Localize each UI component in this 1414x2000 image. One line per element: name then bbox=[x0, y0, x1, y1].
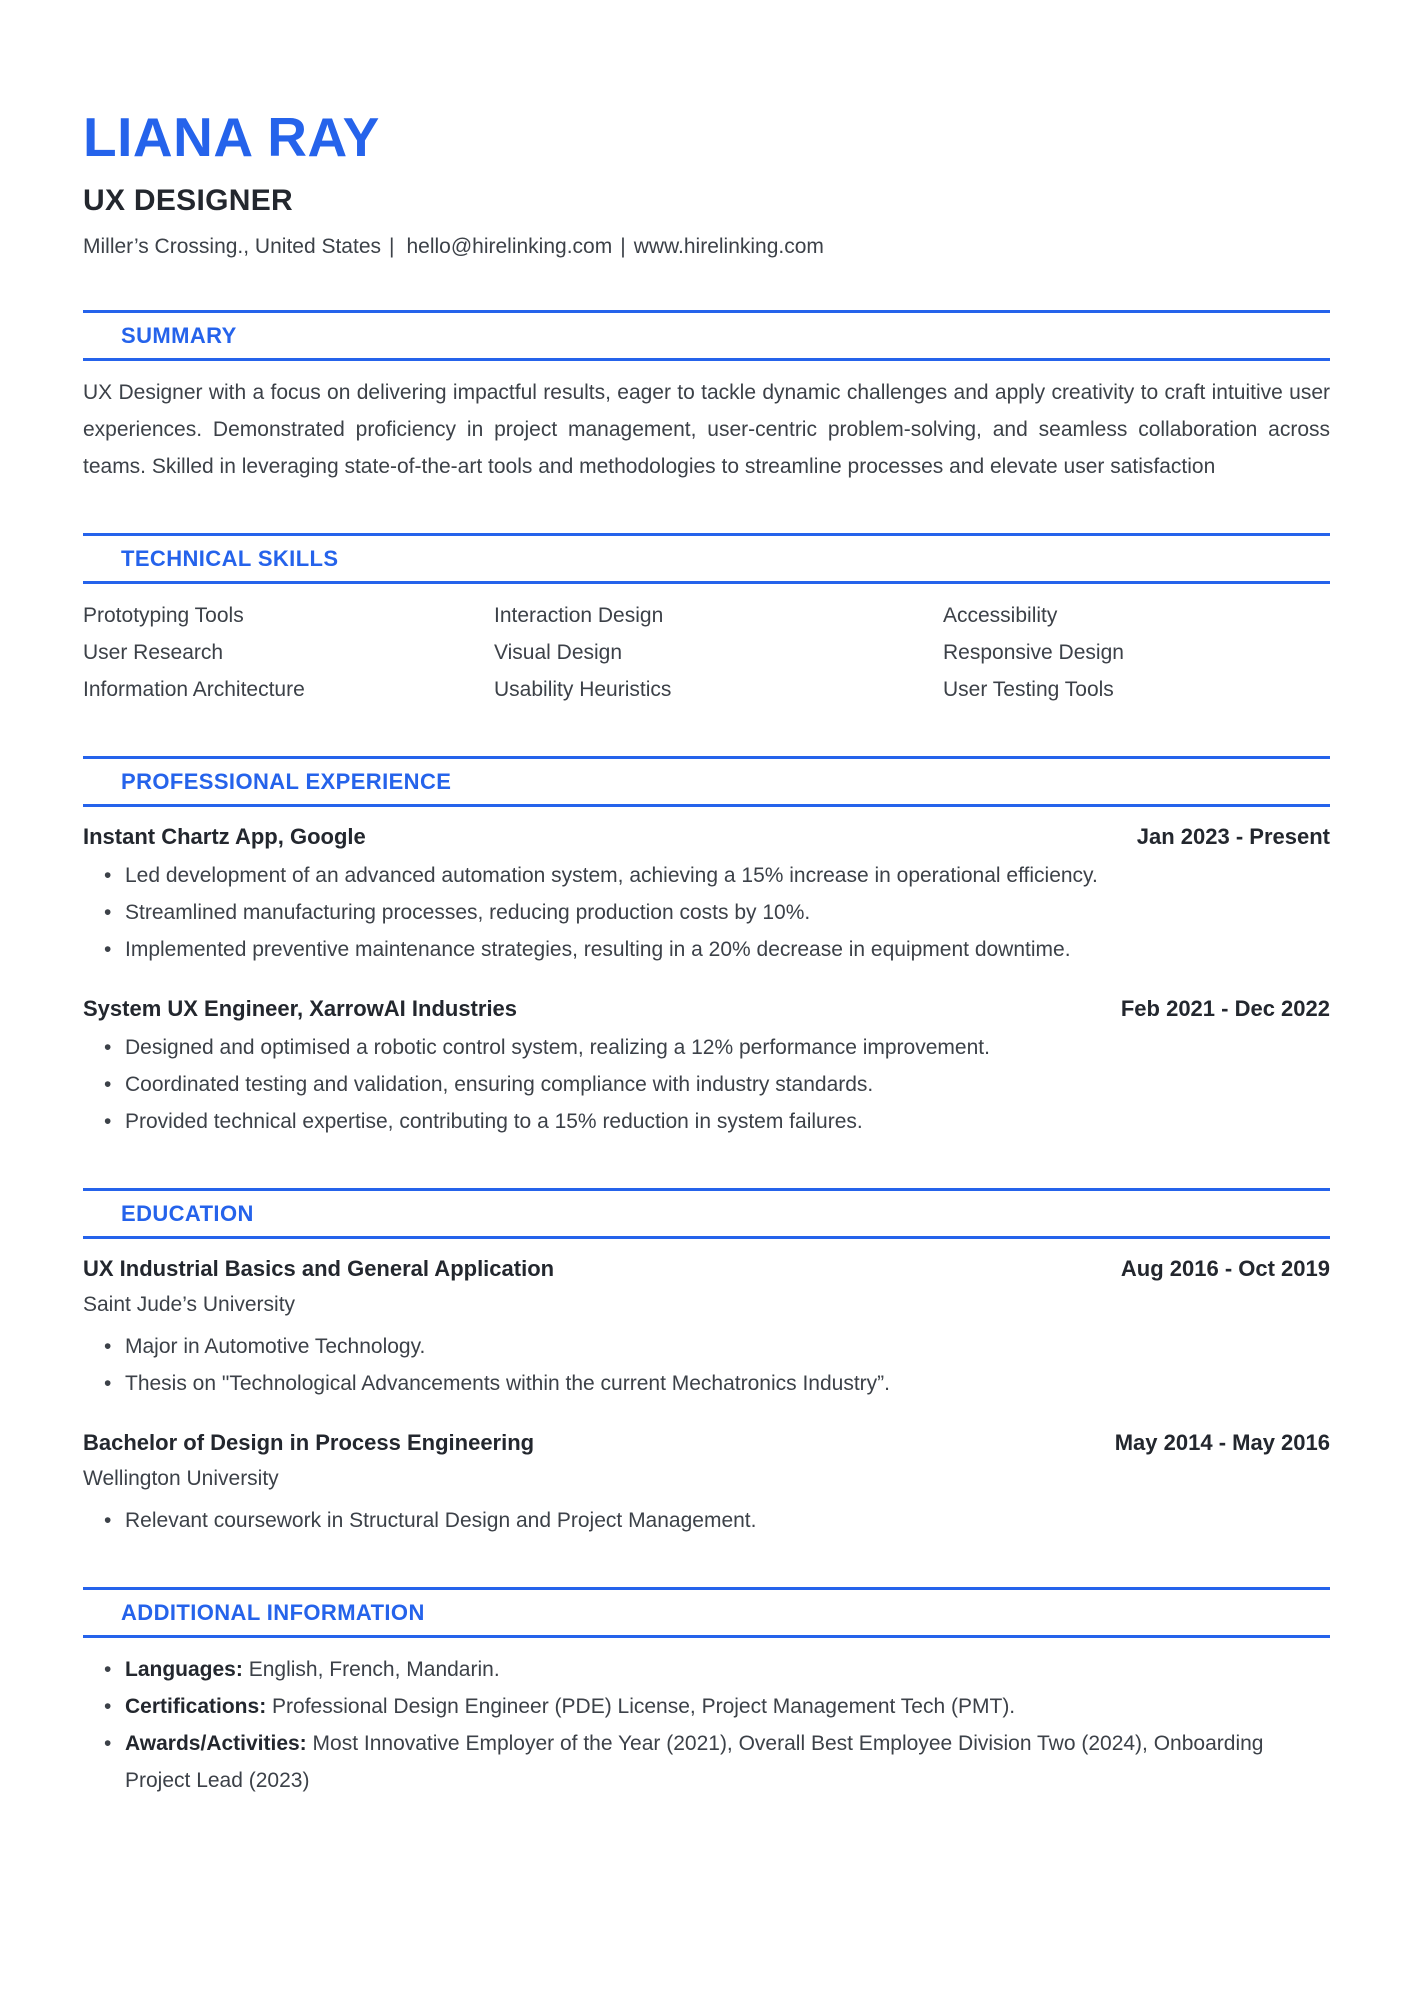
skill-item: Information Architecture bbox=[83, 678, 305, 701]
degree-dates: Aug 2016 - Oct 2019 bbox=[1120, 1256, 1330, 1281]
skill-item: Accessibility bbox=[943, 604, 1058, 627]
contact-separator: | bbox=[389, 235, 395, 258]
entry-header bbox=[83, 822, 1330, 852]
additional-info-item bbox=[83, 1651, 1330, 1688]
section-header-technical-skills bbox=[83, 533, 1330, 584]
section-header-summary bbox=[83, 310, 1330, 361]
item-label: Certifications: bbox=[125, 1695, 267, 1718]
skill-item: User Testing Tools bbox=[943, 678, 1114, 701]
section-title: PROFESSIONAL EXPERIENCE bbox=[121, 769, 452, 794]
experience-entry bbox=[83, 822, 1330, 968]
section-education bbox=[83, 1188, 1330, 1539]
section-additional-information bbox=[83, 1587, 1330, 1799]
job-bullet: • Provided technical expertise, contributing to a 15% reduction in system failures. bbox=[83, 1103, 1330, 1140]
section-title: EDUCATION bbox=[121, 1201, 254, 1226]
education-bullet-list bbox=[83, 1502, 1330, 1539]
summary-text: UX Designer with a focus on delivering impactful results, eager to tackle dynamic challenges and apply creativity to craft intuitive user experiences. Demonstrated proficiency in project management, user-centric problem-solving, and seamless collaboration across teams. Skilled in leveraging state-of-the-art tools and methodologies to streamline processes and elevate user satisfaction bbox=[83, 381, 1330, 478]
education-bullet-list bbox=[83, 1328, 1330, 1402]
skill-item: Usability Heuristics bbox=[494, 678, 672, 701]
education-bullet: • Thesis on "Technological Advancements within the current Mechatronics Industry”. bbox=[83, 1365, 1330, 1402]
job-dates: Feb 2021 - Dec 2022 bbox=[1120, 996, 1330, 1021]
job-bullet: • Coordinated testing and validation, ensuring compliance with industry standards. bbox=[83, 1066, 1330, 1103]
degree-title: UX Industrial Basics and General Application bbox=[83, 1256, 555, 1281]
education-entry bbox=[83, 1428, 1330, 1539]
resume-header bbox=[83, 106, 1330, 262]
skills-column bbox=[494, 597, 943, 708]
institution-name: Saint Jude’s University bbox=[83, 1293, 296, 1316]
skills-grid bbox=[83, 597, 1330, 708]
skill-item: Responsive Design bbox=[943, 641, 1124, 664]
job-dates: Jan 2023 - Present bbox=[1136, 824, 1330, 849]
contact-line bbox=[83, 232, 1330, 262]
job-bullet: • Led development of an advanced automation system, achieving a 15% increase in operational efficiency. bbox=[83, 857, 1330, 894]
institution-name: Wellington University bbox=[83, 1467, 279, 1490]
degree-title: Bachelor of Design in Process Engineering bbox=[83, 1430, 535, 1455]
entry-header bbox=[83, 1428, 1330, 1458]
contact-email: hello@hirelinking.com bbox=[406, 235, 613, 258]
job-bullet-list bbox=[83, 857, 1330, 968]
item-text: English, French, Mandarin. bbox=[248, 1658, 500, 1681]
experience-entry bbox=[83, 994, 1330, 1140]
section-title: SUMMARY bbox=[121, 323, 237, 348]
job-bullet: • Implemented preventive maintenance strategies, resulting in a 20% decrease in equipment downtime. bbox=[83, 931, 1330, 968]
person-title: UX DESIGNER bbox=[83, 184, 294, 217]
job-bullet: • Streamlined manufacturing processes, reducing production costs by 10%. bbox=[83, 894, 1330, 931]
item-text: Professional Design Engineer (PDE) License, Project Management Tech (PMT). bbox=[272, 1695, 1016, 1718]
section-title: TECHNICAL SKILLS bbox=[121, 546, 339, 571]
education-entry bbox=[83, 1254, 1330, 1402]
item-text: Most Innovative Employer of the Year (2021), Overall Best Employee Division Two (2024), Onboarding Project Lead (2023) bbox=[125, 1732, 1264, 1792]
section-header-professional-experience bbox=[83, 756, 1330, 807]
skill-item: Interaction Design bbox=[494, 604, 664, 627]
education-bullet: • Relevant coursework in Structural Design and Project Management. bbox=[83, 1502, 1330, 1539]
skills-column bbox=[83, 597, 494, 708]
additional-info-list bbox=[83, 1651, 1330, 1799]
skill-item: User Research bbox=[83, 641, 224, 664]
entry-header bbox=[83, 1254, 1330, 1284]
section-technical-skills bbox=[83, 533, 1330, 708]
contact-separator: | bbox=[620, 235, 626, 258]
person-name: LIANA RAY bbox=[83, 106, 380, 168]
skill-item: Visual Design bbox=[494, 641, 623, 664]
section-header-additional-information bbox=[83, 1587, 1330, 1638]
skills-column bbox=[943, 597, 1330, 708]
section-title: ADDITIONAL INFORMATION bbox=[121, 1600, 425, 1625]
job-bullet-list bbox=[83, 1029, 1330, 1140]
additional-info-item bbox=[83, 1688, 1330, 1725]
job-title: Instant Chartz App, Google bbox=[83, 824, 366, 849]
contact-location: Miller’s Crossing., United States bbox=[83, 235, 381, 258]
section-professional-experience bbox=[83, 756, 1330, 1140]
skill-item: Prototyping Tools bbox=[83, 604, 244, 627]
job-title: System UX Engineer, XarrowAI Industries bbox=[83, 996, 518, 1021]
education-bullet: • Major in Automotive Technology. bbox=[83, 1328, 1330, 1365]
additional-info-item bbox=[83, 1725, 1330, 1799]
item-label: Languages: bbox=[125, 1658, 243, 1681]
section-header-education bbox=[83, 1188, 1330, 1239]
contact-website: www.hirelinking.com bbox=[633, 235, 824, 258]
item-label: Awards/Activities: bbox=[125, 1732, 307, 1755]
degree-dates: May 2014 - May 2016 bbox=[1114, 1430, 1330, 1455]
entry-header bbox=[83, 994, 1330, 1024]
section-summary bbox=[83, 310, 1330, 485]
job-bullet: • Designed and optimised a robotic control system, realizing a 12% performance improvement. bbox=[83, 1029, 1330, 1066]
